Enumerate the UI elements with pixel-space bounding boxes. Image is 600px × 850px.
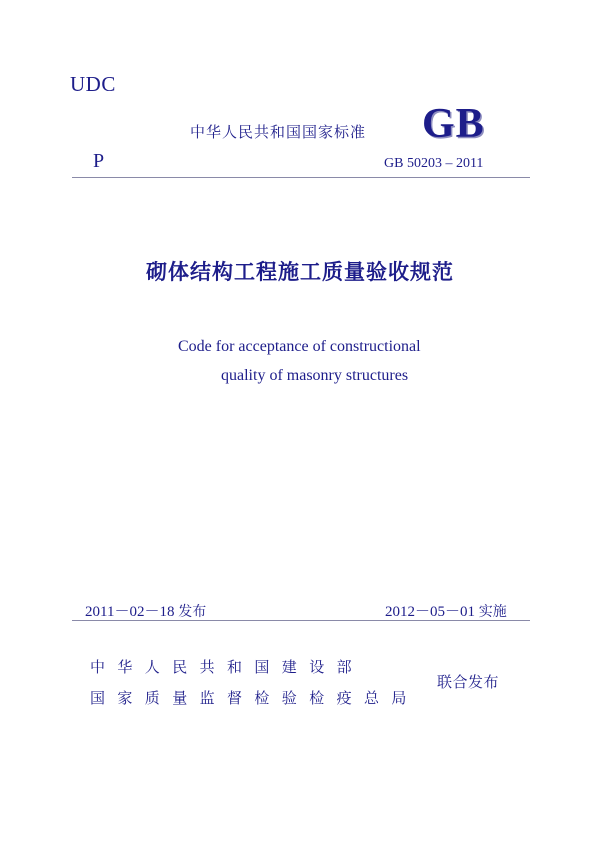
gb-logo: GB [422,101,485,147]
classification-code: P [93,150,105,172]
issue-date-suffix: 发布 [178,604,207,620]
implementation-date [385,600,507,621]
standard-number: GB 50203 – 2011 [384,156,484,171]
issue-date [85,600,206,621]
implementation-date-value: 2012－05－01 [385,604,476,620]
issuer-ministry-of-construction: 中华人民共和国建设部 [90,658,365,676]
udc-label: UDC [70,72,116,96]
document-title-english-line2: quality of masonry structures [221,367,409,384]
document-title-chinese: 砌体结构工程施工质量验收规范 [146,260,454,284]
issuer-aqsiq: 国家质量监督检验检疫总局 [90,689,419,707]
national-standard-label: 中华人民共和国国家标准 [190,123,367,141]
header-divider [72,177,530,178]
document-title-english-line1: Code for acceptance of constructional [178,338,421,355]
footer-divider [72,620,530,621]
implementation-date-suffix: 实施 [478,604,507,620]
joint-issue-label: 联合发布 [437,673,500,691]
issue-date-value: 2011－02－18 [85,604,175,620]
